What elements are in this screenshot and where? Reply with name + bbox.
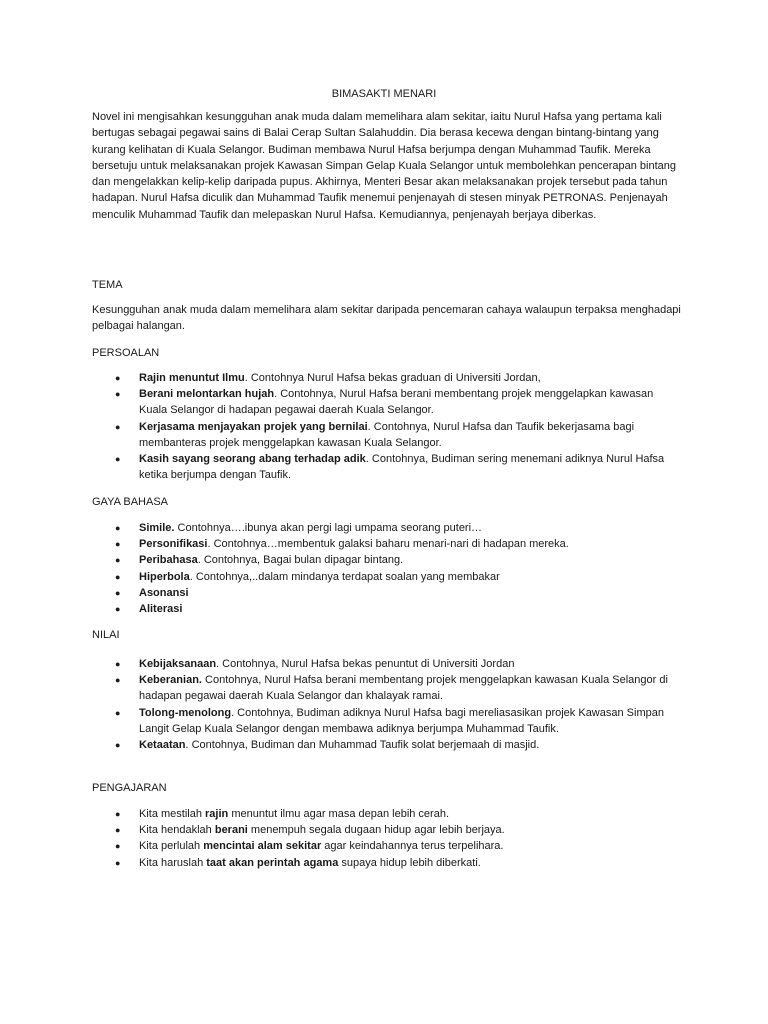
persoalan-list <box>92 370 682 483</box>
bullet-icon: ● <box>115 539 121 550</box>
item-text: . Contohnya,..dalam mindanya terdapat soalan yang membakar <box>189 570 500 583</box>
item-keyword: Simile. <box>139 522 175 534</box>
item-keyword: rajin <box>205 808 229 820</box>
document-title: BIMASAKTI MENARI <box>331 88 437 100</box>
item-text: . Contohnya, Nurul Hafsa dan Taufik bekerjasama bagi membanteras projek menggelapkan kawasan Kuala Selangor. <box>139 420 635 449</box>
bullet-icon: ● <box>115 571 121 582</box>
item-text: . Contohnya…membentuk galaksi baharu menari-nari di hadapan mereka. <box>207 538 569 551</box>
pengajaran-list <box>92 806 682 871</box>
item-text-pre: Kita haruslah <box>139 856 207 869</box>
list-item <box>92 520 682 536</box>
item-keyword: Rajin menuntut Ilmu <box>139 372 245 384</box>
item-text: . Contohnya, Budiman sering menemani adiknya Nurul Hafsa ketika berjumpa dengan Taufik. <box>139 453 665 482</box>
summary-paragraph: Novel ini mengisahkan kesungguhan anak muda dalam memelihara alam sekitar, iaitu Nurul Hafsa yang pertama kali bertugas sebagai pegawai sains di Balai Cerap Sultan Salahuddin. Dia berasa kecewa dengan bintang-bintang yang kurang kelihatan di Kuala Selangor. Budiman membawa Nurul Hafsa berjumpa dengan Muhammad Taufik. Mereka bersetuju untuk melaksanakan projek Kawasan Simpan Gelap Kuala Selangor untuk membolehkan pencerapan bintang dan mengelakkan kelip-kelip daripada pupus. Akhirnya, Menteri Besar akan melaksanakan projek tersebut pada tahun hadapan. Nurul Hafsa diculik dan Muhammad Taufik menemui penjenayah di stesen minyak PETRONAS. Penjenayah menculik Muhammad Taufik dan melepaskan Nurul Hafsa. Kemudiannya, penjenayah berjaya diberkas. <box>92 111 676 221</box>
list-item <box>92 569 682 585</box>
bullet-icon: ● <box>115 587 121 598</box>
item-text: . Contohnya, Bagai bulan dipagar bintang. <box>197 554 404 567</box>
bullet-icon: ● <box>115 454 121 465</box>
item-text: . Contohnya, Nurul Hafsa berani membentang projek menggelapkan kawasan Kuala Selangor di hadapan pegawai daerah Kuala Selangor. <box>139 388 654 417</box>
item-text: . Contohnya, Budiman dan Muhammad Taufik solat berjemaah di masjid. <box>185 739 540 752</box>
bullet-icon: ● <box>115 809 121 819</box>
heading-tema: TEMA <box>92 279 123 291</box>
item-keyword: Aliterasi <box>139 603 183 616</box>
item-keyword: taat akan perintah agama <box>206 856 339 869</box>
bullet-icon: ● <box>115 825 121 836</box>
bullet-icon: ● <box>115 555 121 566</box>
bullet-icon: ● <box>115 707 121 718</box>
list-item <box>92 585 682 601</box>
list-item <box>92 370 682 386</box>
item-text: agar keindahannya terus terpelihara. <box>321 840 504 853</box>
item-keyword: Asonansi <box>139 586 189 599</box>
item-text: menempuh segala dugaan hidup agar lebih berjaya. <box>247 824 505 837</box>
item-keyword: Personifikasi <box>139 538 208 551</box>
heading-pengajaran: PENGAJARAN <box>92 782 167 794</box>
item-text: supaya hidup lebih diberkati. <box>338 856 481 869</box>
bullet-icon: ● <box>115 373 121 383</box>
item-keyword: Ketaatan <box>139 739 186 752</box>
bullet-icon: ● <box>115 740 121 751</box>
list-item <box>92 822 682 838</box>
item-keyword: Peribahasa <box>139 554 198 567</box>
item-text: . Contohnya Nurul Hafsa bekas graduan di Universiti Jordan, <box>244 372 541 384</box>
list-item <box>92 419 682 451</box>
list-item <box>92 601 682 617</box>
item-keyword: berani <box>214 824 248 837</box>
tema-paragraph: Kesungguhan anak muda dalam memelihara alam sekitar daripada pencemaran cahaya walaupun terpaksa menghadapi pelbagai halangan. <box>92 304 681 333</box>
heading-nilai: NILAI <box>92 629 120 641</box>
item-text: menuntut ilmu agar masa depan lebih cerah. <box>228 808 450 820</box>
list-item <box>92 806 682 822</box>
list-item <box>92 737 682 753</box>
heading-persoalan: PERSOALAN <box>92 347 160 359</box>
list-item <box>92 672 682 704</box>
heading-gaya-bahasa: GAYA BAHASA <box>92 496 169 508</box>
list-item <box>92 838 682 854</box>
item-keyword: Berani melontarkan hujah <box>139 388 275 401</box>
bullet-icon: ● <box>115 857 121 868</box>
item-keyword: Kebijaksanaan <box>139 658 217 670</box>
bullet-icon: ● <box>115 675 121 686</box>
item-text: Contohnya, Nurul Hafsa berani membentang projek menggelapkan kawasan Kuala Selangor di hadapan pegawai daerah Kuala Selangor dan khalayak ramai. <box>139 674 668 703</box>
list-item <box>92 536 682 552</box>
item-keyword: Kerjasama menjayakan projek yang bernilai <box>139 420 368 433</box>
bullet-icon: ● <box>115 841 121 852</box>
bullet-icon: ● <box>115 389 121 400</box>
item-text: . Contohnya, Budiman adiknya Nurul Hafsa bagi mereliasasikan projek Kawasan Simpan Langit Gelap Kuala Selangor dengan membawa adiknya berjumpa Muhammad Taufik. <box>139 706 664 735</box>
list-item <box>92 855 682 871</box>
list-item <box>92 386 682 418</box>
nilai-list <box>92 656 682 753</box>
gaya-bahasa-list <box>92 520 682 617</box>
bullet-icon: ● <box>115 604 121 615</box>
item-keyword: Hiperbola <box>139 570 190 583</box>
item-keyword: Tolong-menolong <box>139 706 232 719</box>
list-item <box>92 451 682 483</box>
item-keyword: mencintai alam sekitar <box>203 840 322 853</box>
bullet-icon: ● <box>115 523 121 533</box>
list-item <box>92 552 682 568</box>
list-item <box>92 656 682 672</box>
bullet-icon: ● <box>115 659 121 669</box>
item-text-pre: Kita hendaklah <box>139 824 215 837</box>
item-keyword: Keberanian. <box>139 674 202 687</box>
item-keyword: Kasih sayang seorang abang terhadap adik <box>139 453 366 466</box>
item-text-pre: Kita perlulah <box>139 840 204 853</box>
item-text-pre: Kita mestilah <box>139 808 206 820</box>
bullet-icon: ● <box>115 421 121 432</box>
item-text: Contohnya….ibunya akan pergi lagi umpama seorang puteri… <box>174 522 483 534</box>
item-text: . Contohnya, Nurul Hafsa bekas penuntut di Universiti Jordan <box>216 658 515 670</box>
list-item <box>92 705 682 737</box>
